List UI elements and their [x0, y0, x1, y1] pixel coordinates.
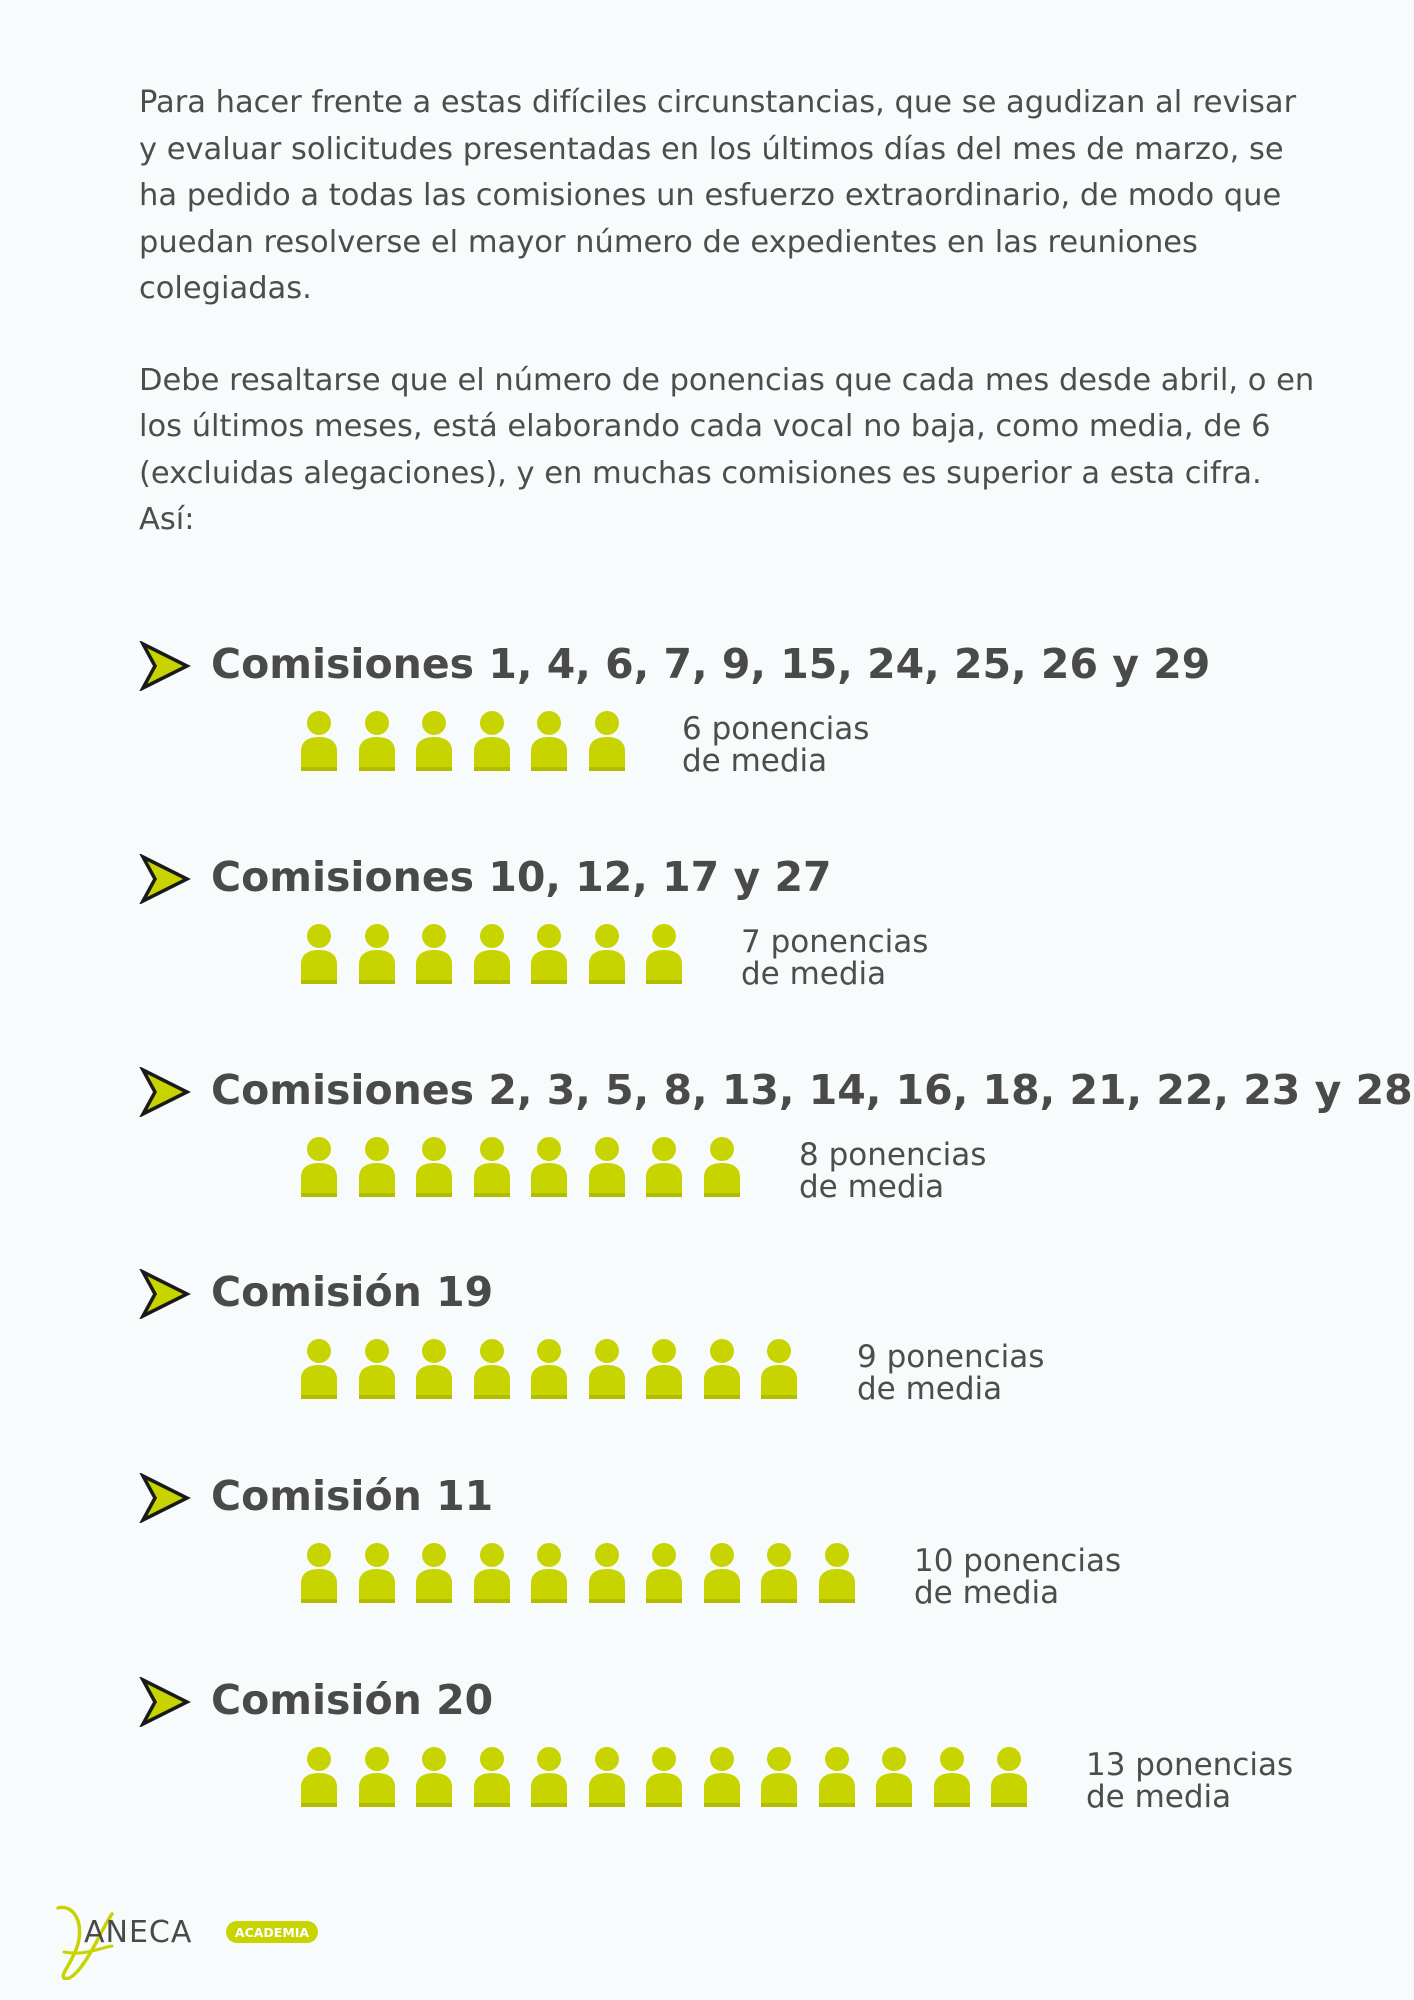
commission-group — [139, 1467, 1339, 1611]
person-icon — [414, 1135, 454, 1199]
person-icon — [759, 1337, 799, 1401]
caption-suffix: de media — [1086, 1779, 1232, 1815]
chevron-arrow-icon — [139, 641, 191, 691]
caption-count: 10 ponencias — [914, 1543, 1122, 1579]
average-caption — [857, 1341, 1117, 1405]
person-icon — [587, 922, 627, 986]
average-caption — [682, 713, 942, 777]
person-icon — [989, 1745, 1029, 1809]
person-icon — [529, 1135, 569, 1199]
caption-count: 13 ponencias — [1086, 1747, 1294, 1783]
chevron-arrow-icon — [139, 1067, 191, 1117]
intro-paragraph-1: Para hacer frente a estas difíciles circunstancias, que se agudizan al revisar y evaluar solicitudes presentadas en los últimos días del mes de marzo, se ha pedido a todas las comisiones un esfuerzo extraordinario, de modo que puedan resolverse el mayor número de expedientes en las reuniones colegiadas. — [139, 85, 1297, 306]
person-icon — [644, 1135, 684, 1199]
person-icon — [472, 922, 512, 986]
commission-group — [139, 635, 1339, 779]
person-icon — [357, 1337, 397, 1401]
average-caption — [741, 926, 1001, 990]
person-icon-row — [299, 709, 627, 775]
group-title: Comisión 20 — [211, 1676, 494, 1724]
person-icon — [587, 1541, 627, 1605]
person-icon — [472, 1541, 512, 1605]
caption-count: 6 ponencias — [682, 711, 870, 747]
group-title: Comisión 11 — [211, 1472, 494, 1520]
person-icon-row — [299, 1745, 1029, 1811]
person-icon — [644, 1541, 684, 1605]
svg-text:ACADEMIA: ACADEMIA — [234, 1925, 310, 1940]
person-icon-row — [299, 1337, 799, 1403]
person-icon — [472, 1745, 512, 1809]
caption-suffix: de media — [914, 1575, 1060, 1611]
person-icon — [414, 922, 454, 986]
person-icon — [414, 1337, 454, 1401]
intro-text — [139, 80, 1319, 589]
chevron-arrow-icon — [139, 1677, 191, 1727]
caption-count: 9 ponencias — [857, 1339, 1045, 1375]
caption-suffix: de media — [682, 743, 828, 779]
person-icon — [759, 1745, 799, 1809]
person-icon — [702, 1337, 742, 1401]
group-title: Comisiones 1, 4, 6, 7, 9, 15, 24, 25, 26 y 29 — [211, 640, 1211, 688]
person-icon — [357, 709, 397, 773]
commission-group — [139, 1061, 1413, 1205]
person-icon — [357, 1745, 397, 1809]
intro-paragraph-2: Debe resaltarse que el número de ponencias que cada mes desde abril, o en los últimos meses, está elaborando cada vocal no baja, como media, de 6 (excluidas alegaciones), y en muchas comisiones es superior a esta cifra. Así: — [139, 362, 1315, 537]
chevron-arrow-icon — [139, 1473, 191, 1523]
person-icon — [587, 1745, 627, 1809]
person-icon — [817, 1541, 857, 1605]
commission-group — [139, 1263, 1339, 1407]
chevron-arrow-icon — [139, 1269, 191, 1319]
person-icon — [529, 709, 569, 773]
person-icon — [299, 709, 339, 773]
person-icon — [357, 1541, 397, 1605]
person-icon-row — [299, 1135, 742, 1201]
person-icon — [644, 1745, 684, 1809]
person-icon — [644, 1337, 684, 1401]
person-icon — [414, 1541, 454, 1605]
aneca-academia-logo — [54, 1900, 334, 1980]
person-icon — [702, 1541, 742, 1605]
person-icon — [357, 922, 397, 986]
person-icon — [299, 1337, 339, 1401]
person-icon — [529, 1337, 569, 1401]
person-icon — [702, 1135, 742, 1199]
chevron-arrow-icon — [139, 854, 191, 904]
caption-count: 7 ponencias — [741, 924, 929, 960]
person-icon — [702, 1745, 742, 1809]
person-icon — [529, 1745, 569, 1809]
person-icon — [299, 1541, 339, 1605]
person-icon — [874, 1745, 914, 1809]
person-icon — [817, 1745, 857, 1809]
person-icon — [644, 922, 684, 986]
person-icon — [587, 1337, 627, 1401]
caption-count: 8 ponencias — [799, 1137, 987, 1173]
person-icon — [472, 1135, 512, 1199]
svg-text:ANECA: ANECA — [84, 1915, 193, 1950]
person-icon — [529, 922, 569, 986]
commission-group — [139, 1671, 1339, 1815]
average-caption — [799, 1139, 1059, 1203]
person-icon — [414, 1745, 454, 1809]
person-icon — [299, 922, 339, 986]
commission-group — [139, 848, 1339, 992]
person-icon — [529, 1541, 569, 1605]
person-icon — [299, 1745, 339, 1809]
person-icon — [299, 1135, 339, 1199]
person-icon — [472, 1337, 512, 1401]
person-icon — [472, 709, 512, 773]
person-icon — [932, 1745, 972, 1809]
group-title: Comisiones 2, 3, 5, 8, 13, 14, 16, 18, 21, 22, 23 y 28 — [211, 1066, 1413, 1114]
person-icon-row — [299, 922, 684, 988]
person-icon — [357, 1135, 397, 1199]
person-icon — [414, 709, 454, 773]
group-title: Comisiones 10, 12, 17 y 27 — [211, 853, 832, 901]
caption-suffix: de media — [799, 1169, 945, 1205]
group-title: Comisión 19 — [211, 1268, 494, 1316]
average-caption — [914, 1545, 1174, 1609]
caption-suffix: de media — [741, 956, 887, 992]
caption-suffix: de media — [857, 1371, 1003, 1407]
person-icon — [587, 709, 627, 773]
person-icon — [587, 1135, 627, 1199]
average-caption — [1086, 1749, 1346, 1813]
person-icon — [759, 1541, 799, 1605]
person-icon-row — [299, 1541, 857, 1607]
